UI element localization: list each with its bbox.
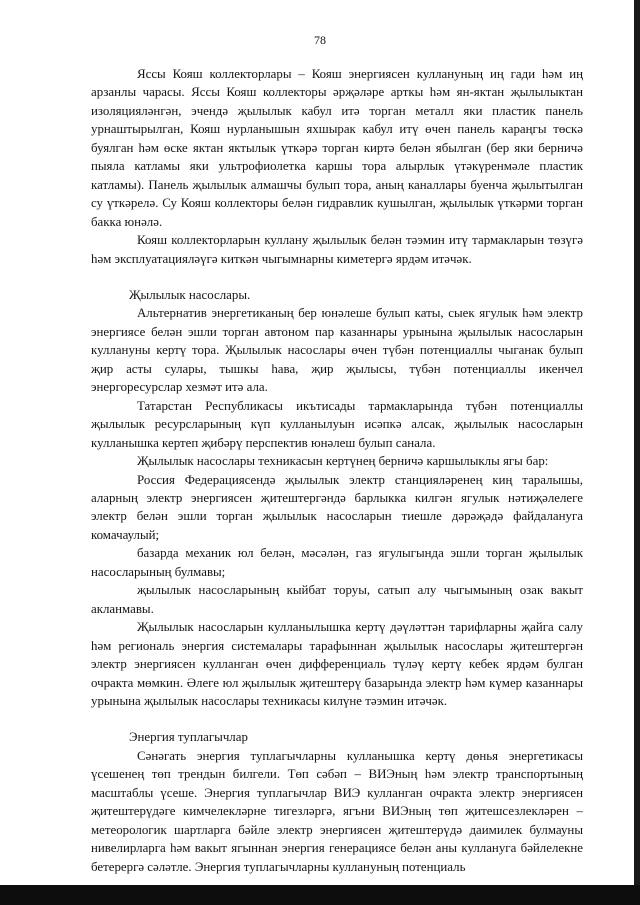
paragraph-heat-pumps-support: Җылылык насосларын кулланылышка кертү дәүләттән тарифларны җайга салу һәм региональ энергия системалары тарафыннан җылылык насослары җитештергән электр энергиясен кулланган өчен дифференциаль түләү кертү кебек ярдәм булган очракта мөмкин. Әлеге юл җылылык җитештерү базарында электр һәм күмер казаннары урынына җылылык насослары техникасы килүне тәэмин итәчәк.: [91, 620, 583, 708]
heading-heat-pumps: Җылылык насослары.: [129, 287, 251, 302]
paragraph-solar-benefits: Кояш коллекторларын куллану җылылык белән тәэмин итү тармакларын төзүгә һәм эксплуатацияләүгә киткән чыгымнарны киметергә ярдәм итәчәк.: [91, 233, 583, 266]
paragraph-energy-storage: Сәнәгать энергия туплагычларны кулланышка кертү дөнья энергетикасы үсешенең төп трендын билгели. Төп сәбәп – ВИЭның һәм электр транспортының масштаблы үсеше. Энергия туплагычлар ВИЭ кулланган очракта электр энергиясен җитештерүдәге кимчелекләрне тигезләргә, ягъни ВИЭның төп җитешсезлекләрен – метеорологик шартларга бәйле электр энергиясен җитештерүдә даимилек булмауны нивелирларга һәм вакыт ягыннан энергия генерациясе белән аны куллануга бәйлелекне бетерергә сәләтле. Энергия туплагычларны куллануның потенциаль: [91, 748, 583, 874]
paragraph-heat-pumps-intro: Альтернатив энергетиканың бер юнәлеше булып каты, сыек ягулык һәм электр энергиясе белән эшли торган автоном пар казаннары урынына җылылык насосларын куллануны кертү тора. Җылылык насослары өчен түбән потенциаллы чыганак булып җир асты сулары, тышкы һава, җир җылысы, түбән потенциаллы икенчел энергоресурслар хезмәт итә ала.: [91, 306, 583, 395]
section-gap: [91, 710, 583, 728]
page-number: 78: [314, 33, 326, 47]
paragraph-drawback-market: базарда механик юл белән, мәсәлән, газ ягулыгында эшли торган җылылык насосларының булмавы;: [91, 546, 583, 579]
paragraph-heat-pumps-drawbacks: Җылылык насослары техникасын кертүнең берничә каршылыклы ягы бар:: [137, 454, 549, 469]
scan-edge-right: [634, 0, 640, 905]
heading-energy-storage: Энергия туплагычлар: [129, 730, 248, 745]
scan-edge-bottom: [0, 885, 640, 905]
paragraph-solar-collectors: Яссы Кояш коллекторлары – Кояш энергиясен куллануның иң гади һәм иң арзанлы чарасы. Яссы Кояш коллекторы әрҗәләре арткы һәм ян-яктан җылылыктан изоляцияләнгән, эчендә җылылык кабул итә торган металл яки пластик панель урнаштырылган, Кояш нурланышын яхшырак кабул итү өчен панель караңгы төскә буялган һәм өске яктан яктылык үткәрә торган киртә белән ябылган (бер яки берничә пыяла катламы яки ультрофиолетка каршы тора алырлык үтәкүренмәле пластик катламы). Панель җылылык алмашчы булып тора, аның каналлары буенча җылытылган су үткәрелә. Су Кояш коллекторы белән гидравлик кушылган, җылылык үткәрми торган бакка юнәлә.: [91, 67, 583, 229]
document-body: [91, 65, 583, 876]
paragraph-drawback-power-plants: Россия Федерациясендә җылылык электр станцияләренең киң таралышы, аларның электр энергиясен җитештергәндә барлыкка килгән ягулык нәтиҗәлелеге электр белән эшли торган җылылык насосларын тиешле дәрәҗәдә файдалануга комачаулый;: [91, 472, 583, 542]
paragraph-heat-pumps-tatarstan: Татарстан Республикасы икътисады тармакларында түбән потенциаллы җылылык ресурсларының күп кулланылуын исәпкә алсак, җылылык насосларын кулланышка кертеп җибәрү перспектив юнәлеш булып санала.: [91, 398, 583, 450]
paragraph-drawback-cost: җылылык насосларының кыйбат торуы, сатып алу чыгымының озак вакыт акланмавы.: [91, 583, 583, 616]
section-gap: [91, 268, 583, 286]
